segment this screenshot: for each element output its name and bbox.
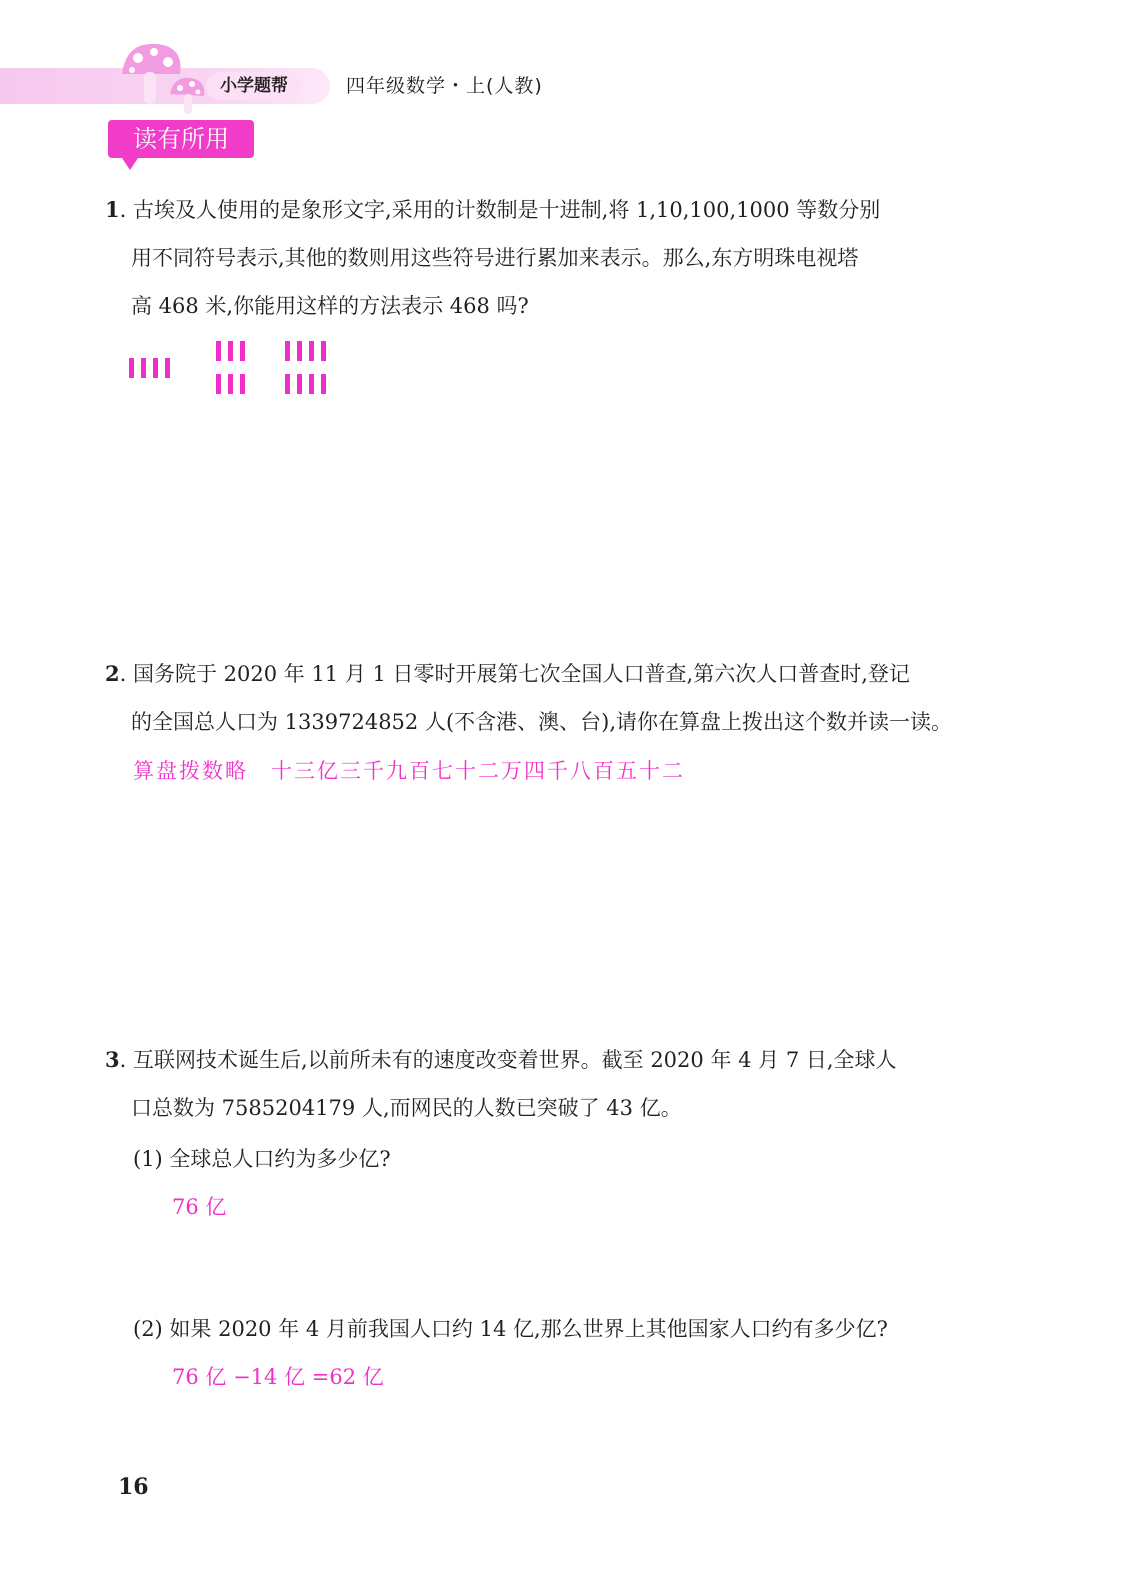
question-text-line: 高 468 米,你能用这样的方法表示 468 吗? [131, 294, 529, 318]
tally-marks-4 [285, 374, 333, 398]
answer-text: 76 亿 −14 亿 =62 亿 [172, 1365, 384, 1389]
page-number: 16 [118, 1474, 149, 1500]
question-text-line: . 国务院于 2020 年 11 月 1 日零时开展第七次全国人口普查,第六次人口普查时,登记 [119, 662, 910, 686]
question-text-line: 口总数为 7585204179 人,而网民的人数已突破了 43 亿。 [131, 1096, 682, 1120]
question-2 [105, 650, 1030, 746]
question-1 [105, 186, 1030, 330]
question-3 [105, 1036, 1030, 1132]
answer-text: 76 亿 [172, 1195, 227, 1219]
tally-marks-3 [216, 341, 252, 365]
brand-label: 小学题帮 [206, 72, 302, 100]
mushroom-icon [118, 40, 208, 120]
tally-marks-3 [216, 374, 252, 398]
question-text-line: 的全国总人口为 1339724852 人(不含港、澳、台),请你在算盘上拨出这个数并读一读。 [131, 710, 953, 734]
sub-question-2: (2) 如果 2020 年 4 月前我国人口约 14 亿,那么世界上其他国家人口约有多少亿? [133, 1317, 888, 1341]
question-number: 2 [105, 661, 120, 686]
tally-marks-4 [129, 358, 177, 382]
question-text-line: . 古埃及人使用的是象形文字,采用的计数制是十进制,将 1,10,100,1000 等数分别 [119, 198, 881, 222]
book-title: 四年级数学・上(人教) [346, 75, 543, 97]
answer-text: 算盘拨数略 十三亿三千九百七十二万四千八百五十二 [133, 759, 685, 783]
tally-marks-4 [285, 341, 333, 365]
question-number: 3 [105, 1047, 120, 1072]
section-tag: 读有所用 [108, 120, 254, 158]
question-text-line: . 互联网技术诞生后,以前所未有的速度改变着世界。截至 2020 年 4 月 7 日,全球人 [119, 1048, 897, 1072]
question-text-line: 用不同符号表示,其他的数则用这些符号进行累加来表示。那么,东方明珠电视塔 [131, 246, 859, 270]
question-number: 1 [105, 197, 120, 222]
sub-question-1: (1) 全球总人口约为多少亿? [133, 1147, 391, 1171]
